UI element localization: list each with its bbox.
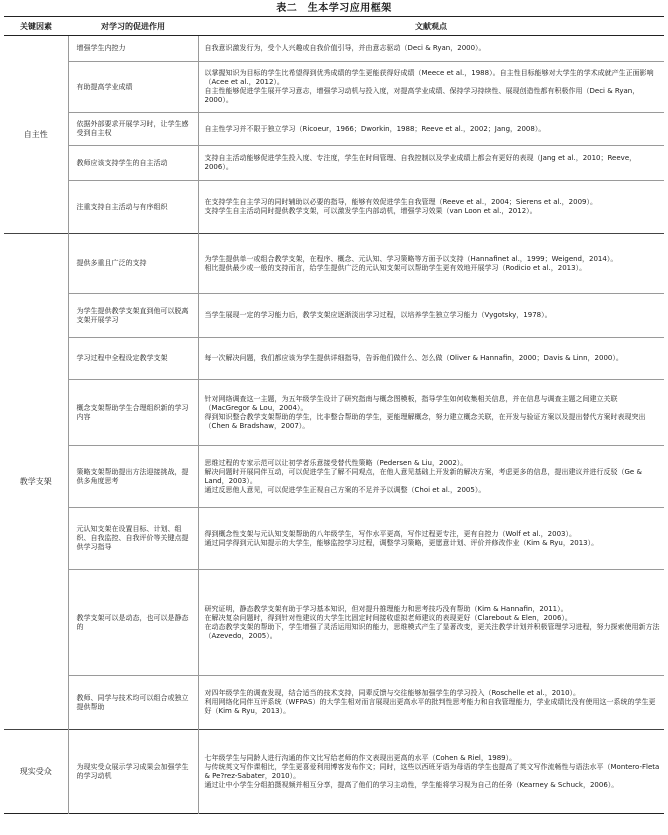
literature-view-line: 在动态教学支架的帮助下，学生增强了灵活运用知识的能力，思维模式产生了显著改变，更关注教学计划并积极管理学习进程，努力探索使用新方法（Azevedo，2005）。: [204, 622, 660, 640]
table-row: [4, 62, 664, 113]
literature-view-line: 支持学生自主活动同时提供教学支架，可以激发学生内部动机，增强学习效果（van Loon et al.，2012）。: [204, 207, 537, 215]
literature-view-line: 对四年级学生的调查发现，结合适当的技术支持，同辈反馈与交往能够加强学生的学习投入（Roschelle et al.，2010）。: [204, 689, 581, 697]
literature-view-cell: [198, 146, 664, 181]
effect-cell: 元认知支架在设置目标、计划、组织、自我监控、自我评价等关键点提供学习指导: [68, 508, 198, 570]
literature-view-cell: [198, 36, 664, 62]
effect-cell: 注重支持自主活动与有序组织: [68, 181, 198, 234]
effect-cell: 概念支架帮助学生合理组织新的学习内容: [68, 380, 198, 446]
header-view: 文献观点: [198, 17, 664, 36]
literature-view-cell: [198, 62, 664, 113]
literature-view-line: 与传统英文写作课相比，学生更喜爱利用博客发布作文；同时，这些以西班牙语为母语的学生也提高了英文写作流畅性与语法水平（Montero-Fleta & Pe?rez-Sabater，2010）。: [204, 762, 660, 780]
literature-view-cell: [198, 113, 664, 146]
table-row: [4, 508, 664, 570]
table-row: [4, 730, 664, 814]
literature-view-line: 思维过程的专家示范可以让初学者乐意接受替代性策略（Pedersen & Liu，2002）。: [204, 458, 468, 467]
literature-view-cell: [198, 730, 664, 814]
table-row: [4, 446, 664, 508]
literature-view-line: 每一次解决问题，我们都应该为学生提供详细指导，告诉他们做什么、怎么做（Oliver & Hannafin，2000；Davis & Linn，2000）。: [204, 354, 623, 362]
table-row: [4, 570, 664, 676]
literature-view-line: 七年级学生与同龄人进行沟通的作文比写给老师的作文表现出更高的水平（Cohen & Riel，1989）。: [204, 753, 517, 762]
table-row: [4, 36, 664, 62]
key-factor-cell: 教学支架: [4, 234, 68, 730]
table-title: 表二 生本学习应用框架: [276, 3, 392, 14]
literature-view-cell: [198, 338, 664, 380]
framework-table: [4, 16, 664, 814]
literature-view-line: 解决问题时开展同伴互动，可以促进学生了解不同观点，在他人意见基础上开发新的解决方案，考虑更多的信息，提出建议并进行反驳（Ge & Land，2003）。: [204, 467, 642, 485]
header-row: [4, 17, 664, 36]
literature-view-cell: [198, 508, 664, 570]
key-factor-cell: 自主性: [4, 36, 68, 234]
literature-view-line: 通过反思他人意见，可以促进学生正视自己方案的不足并予以调整（Choi et al.，2005）。: [204, 485, 486, 494]
table-body: [4, 36, 664, 814]
literature-view-line: 相比提供最少或一般的支持而言，给学生提供广泛的元认知支架可以帮助学生更有效地开展学习（Rodicio et al.，2013）。: [204, 263, 587, 272]
literature-view-line: 在解决复杂问题时，得到针对性建议的大学生比固定时间接收虚拟老师建议的表现更好（Clarebout & Elen，2006）。: [204, 613, 572, 622]
header-factor: 关键因素: [4, 17, 68, 36]
literature-view-cell: [198, 234, 664, 294]
table-row: [4, 181, 664, 234]
literature-view-cell: [198, 181, 664, 234]
table-row: [4, 294, 664, 338]
effect-cell: 增强学生内控力: [68, 36, 198, 62]
literature-view-cell: [198, 380, 664, 446]
effect-cell: 教学支架可以是动态，也可以是静态的: [68, 570, 198, 676]
literature-view-line: 支持自主活动能够促进学生投入度、专注度，学生在时间管理、自我控制以及学业成绩上都会有更好的表现（Jang et al.，2010；Reeve，2006）。: [204, 154, 637, 171]
effect-cell: 学习过程中全程设定教学支架: [68, 338, 198, 380]
table-row: [4, 338, 664, 380]
literature-view-line: 利用网络化同伴互评系统（WFPAS）的大学生相对而言展现出更高水平的批判性思考能力和自我管理能力，学业成绩比没有使用这一系统的学生更好（Kim & Ryu，2013）。: [204, 698, 656, 715]
literature-view-line: 为学生提供单一或组合教学支架，在程序、概念、元认知、学习策略等方面予以支持（Hannafinet al.，1999；Weigend，2014）。: [204, 254, 618, 263]
literature-view-line: 自主性能够促进学生展开学习意志，增强学习动机与投入度，对提高学业成绩、保持学习持续性、展现创造性都有积极作用（Deci & Ryan，2000）。: [204, 87, 640, 104]
literature-view-line: 针对网络调查这一主题，为五年级学生设计了研究指南与概念图模板，指导学生如何收集相关信息，并在信息与调查主题之间建立关联（MacGregor & Lou，2004）。: [204, 394, 618, 412]
table-row: [4, 676, 664, 730]
literature-view-line: 通过让中小学生分组拍摄视频并相互分享，提高了他们的学习主动性，学生能将学习视为自己的任务（Kearney & Schuck，2006）。: [204, 780, 619, 789]
literature-view-line: 得到知识整合教学支架帮助的学生，比非整合帮助的学生，更能理解概念，努力建立概念关联，在开发与验证方案以及提出替代方案时表现突出（Chen & Bradshaw，2007）。: [204, 412, 646, 430]
literature-view-line: 在支持学生自主学习的同时辅助以必要的指导，能够有效促进学生自我管理（Reeve et al.，2004；Sierens et al.，2009）。: [204, 198, 597, 206]
effect-cell: 策略支架帮助提出方法迎接挑战，提供多角度思考: [68, 446, 198, 508]
table-row: [4, 380, 664, 446]
literature-view-line: 自我意识激发行为，受个人兴趣或自我价值引导，并由意志驱动（Deci & Ryan，2000）。: [204, 44, 486, 52]
effect-cell: 提供多重且广泛的支持: [68, 234, 198, 294]
literature-view-cell: [198, 446, 664, 508]
effect-cell: 为学生提供教学支架直到他可以脱离支架开展学习: [68, 294, 198, 338]
effect-cell: 有助提高学业成绩: [68, 62, 198, 113]
literature-view-line: 当学生展现一定的学习能力后，教学支架应逐渐淡出学习过程，以培养学生独立学习能力（Vygotsky，1978）。: [204, 311, 552, 319]
effect-cell: 依据外部要求开展学习时，让学生感受到自主权: [68, 113, 198, 146]
literature-view-cell: [198, 676, 664, 730]
literature-view-cell: [198, 570, 664, 676]
literature-view-line: 得到概念性支架与元认知支架帮助的八年级学生，写作水平更高，写作过程更专注，更有自控力（Wolf et al.，2003）。: [204, 529, 576, 538]
effect-cell: 教师应该支持学生的自主活动: [68, 146, 198, 181]
effect-cell: 教师、同学与技术均可以组合或独立提供帮助: [68, 676, 198, 730]
effect-cell: 为现实受众展示学习成果会加强学生的学习动机: [68, 730, 198, 814]
literature-view-line: 通过同学得到元认知提示的大学生，能够监控学习过程，调整学习策略，更愿意计划、评价并修改作业（Kim & Ryu，2013）。: [204, 538, 599, 547]
literature-view-line: 自主性学习并不限于独立学习（Ricoeur，1966；Dworkin，1988；Reeve et al.，2002；Jang，2008）。: [204, 124, 546, 133]
literature-view-line: 以掌握知识为目标的学生比希望得到优秀成绩的学生更能获得好成绩（Meece et al.，1988）。自主性目标能够对大学生的学术成就产生正面影响（Acee et al.，2012）。: [204, 69, 654, 86]
table-row: [4, 113, 664, 146]
literature-view-line: 研究证明，静态教学支架有助于学习基本知识，但对提升推理能力和思考技巧没有帮助（Kim & Hannafin，2011）。: [204, 604, 568, 613]
table-row: [4, 146, 664, 181]
header-effect: 对学习的促进作用: [68, 17, 198, 36]
literature-view-cell: [198, 294, 664, 338]
key-factor-cell: 现实受众: [4, 730, 68, 814]
table-row: [4, 234, 664, 294]
